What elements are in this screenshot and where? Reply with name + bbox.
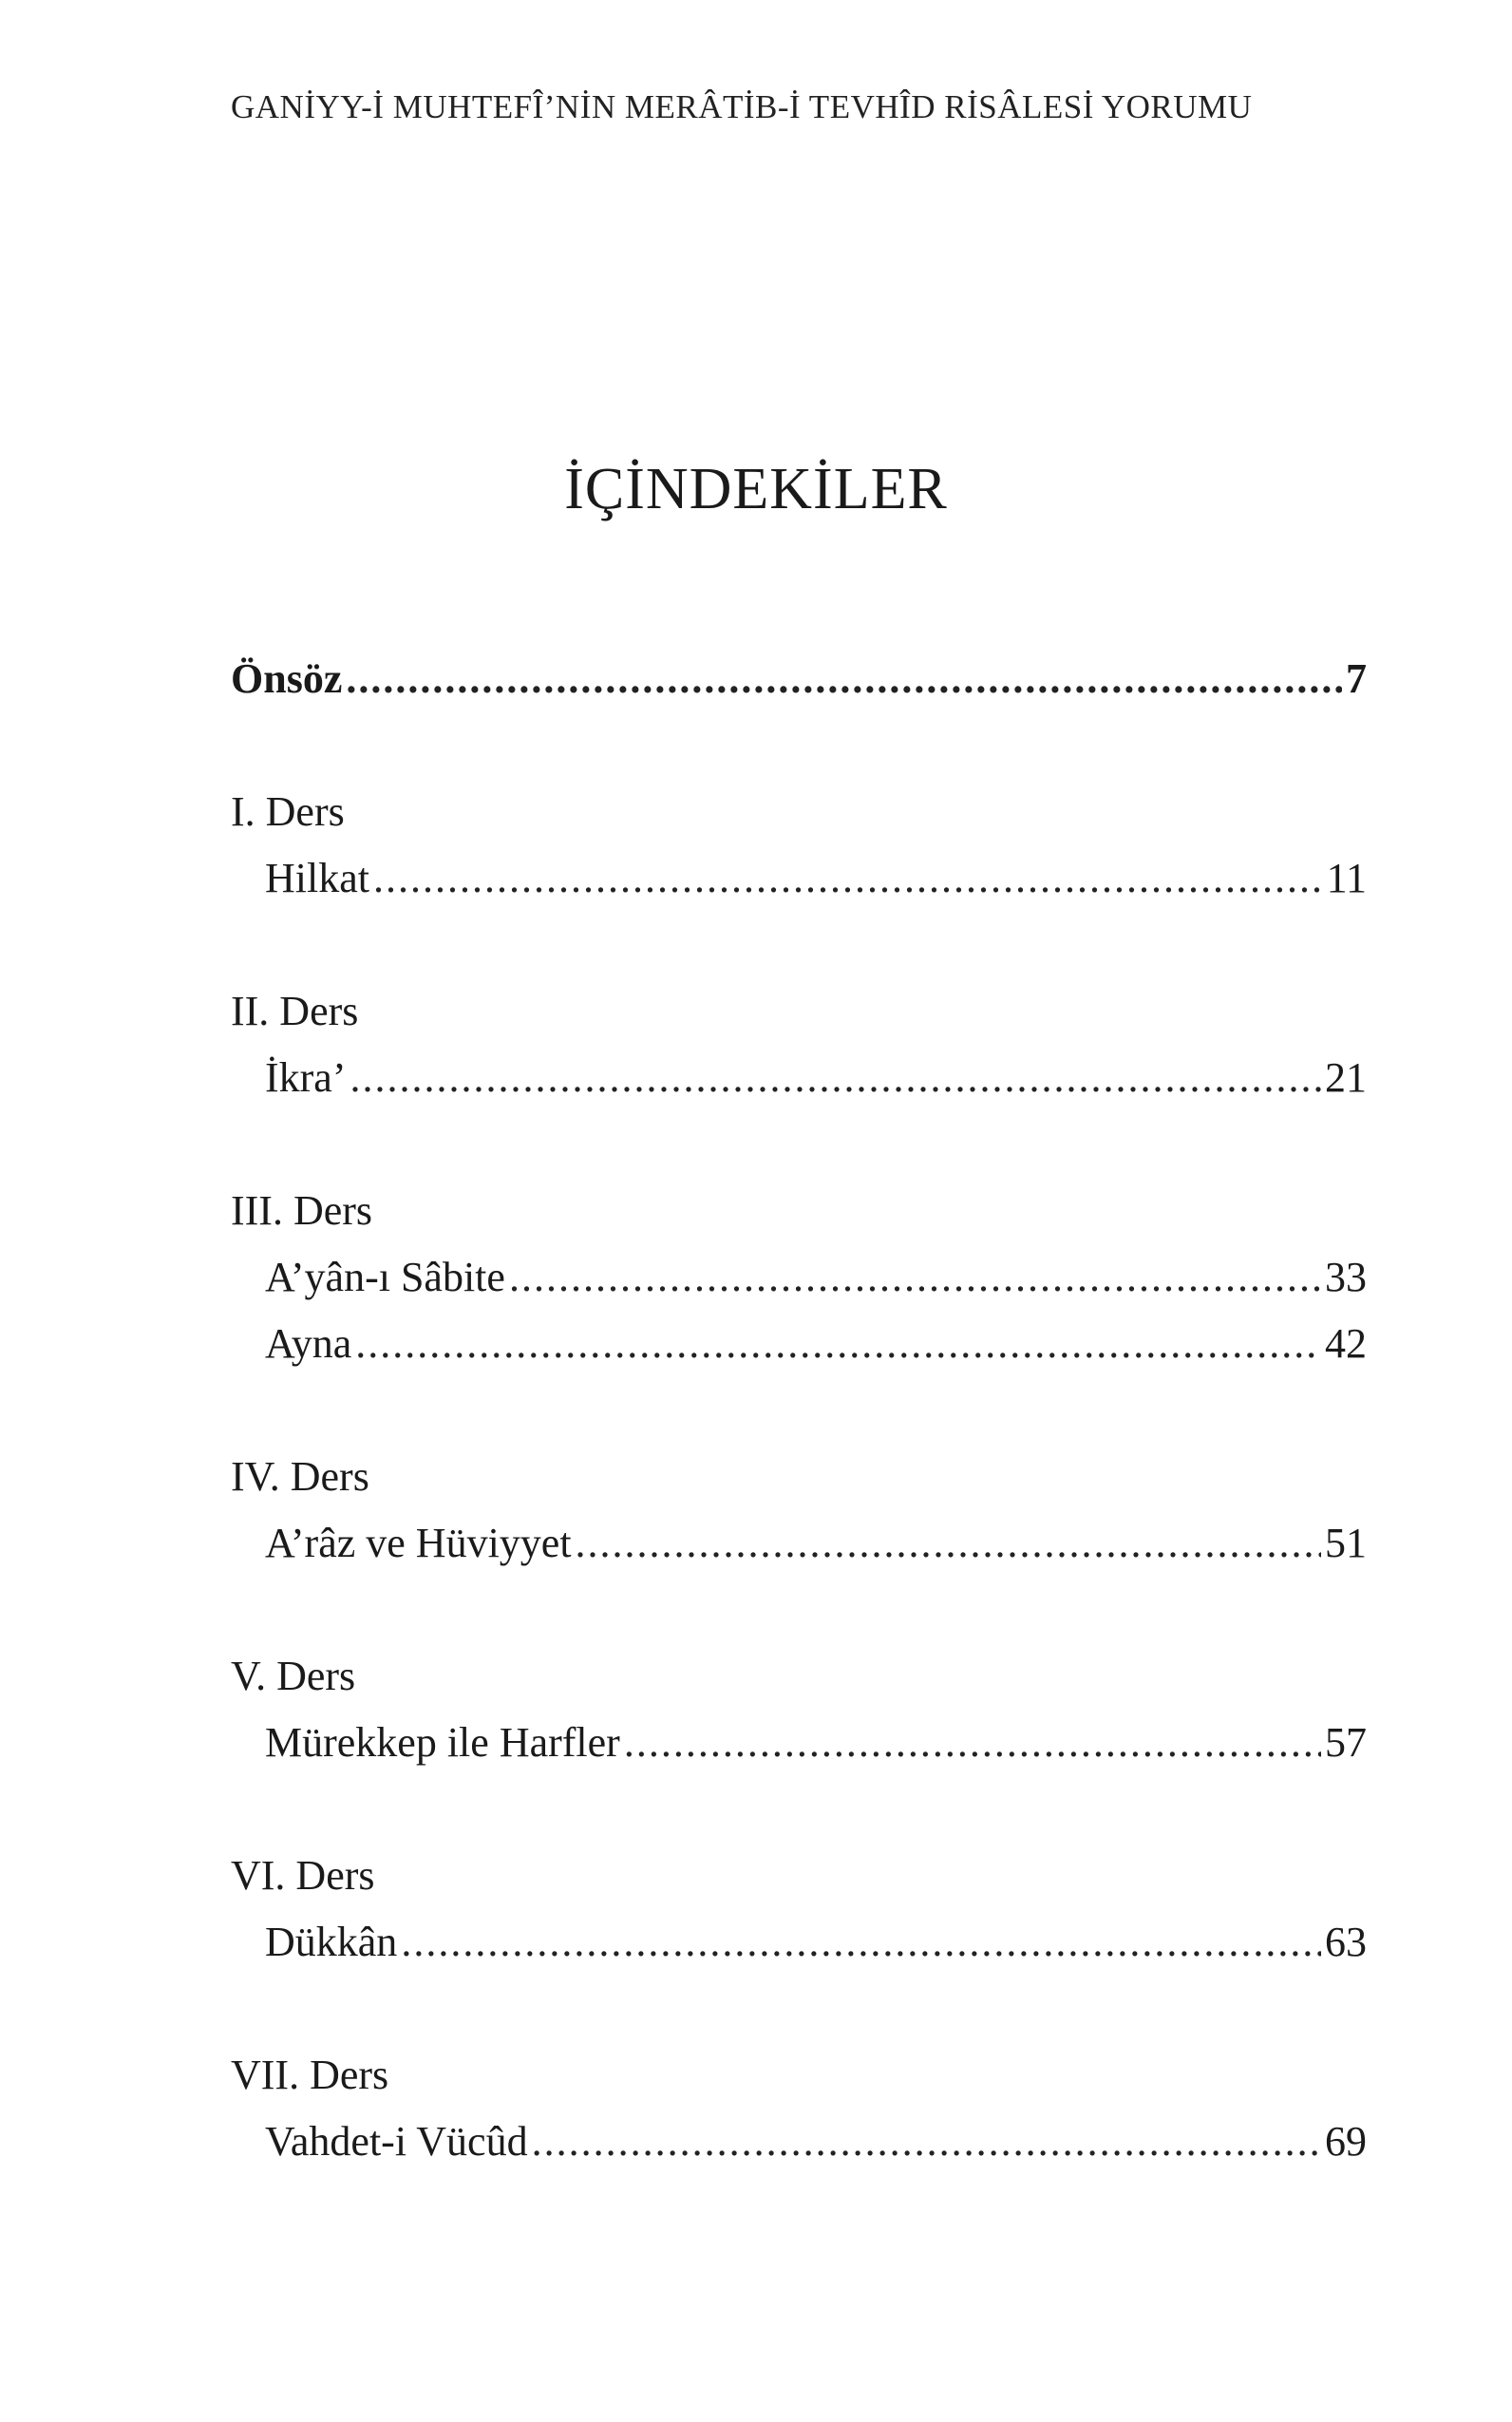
toc-entry-page: 21 <box>1325 1054 1367 1101</box>
toc-entry[interactable] <box>265 850 1367 907</box>
lesson-heading: VI. Ders <box>231 1852 375 1899</box>
toc-entry-label: Hilkat <box>265 855 369 901</box>
lesson-heading: II. Ders <box>231 988 359 1034</box>
toc-entry[interactable] <box>265 1914 1367 1971</box>
toc-entry-label: A’râz ve Hüviyyet <box>265 1520 572 1566</box>
toc-entry-page: 57 <box>1325 1719 1367 1766</box>
toc-entry[interactable] <box>265 1515 1367 1572</box>
toc-entry[interactable] <box>265 2113 1367 2170</box>
toc-entry[interactable] <box>265 1714 1367 1771</box>
running-header: GANİYY-İ MUHTEFÎ’NİN MERÂTİB-İ TEVHÎD RİSÂLESİ YORUMU <box>231 88 1253 125</box>
lesson-heading: III. Ders <box>231 1187 373 1234</box>
lesson-heading: IV. Ders <box>231 1453 369 1500</box>
lesson-heading: VII. Ders <box>231 2052 389 2098</box>
page-title: İÇİNDEKİLER <box>564 457 948 521</box>
toc-entry-label: Ayna <box>265 1320 352 1367</box>
dot-leader <box>346 651 1342 708</box>
toc-entry-page: 11 <box>1326 855 1367 901</box>
toc-entry-page: 51 <box>1325 1520 1367 1566</box>
dot-leader <box>373 850 1323 907</box>
toc-entry-label: Dükkân <box>265 1919 398 1965</box>
dot-leader <box>401 1914 1321 1971</box>
toc-entry[interactable] <box>265 1249 1367 1306</box>
toc-entry-label: İkra’ <box>265 1054 347 1101</box>
toc-entry-label: Vahdet-i Vücûd <box>265 2118 528 2165</box>
toc-entry-page: 69 <box>1325 2118 1367 2165</box>
dot-leader <box>624 1714 1321 1771</box>
toc-entry[interactable] <box>265 1315 1367 1372</box>
toc-entry-preface[interactable] <box>231 651 1367 708</box>
toc-entry-page: 42 <box>1325 1320 1367 1367</box>
dot-leader <box>350 1050 1322 1107</box>
lesson-heading: I. Ders <box>231 788 345 835</box>
toc-entry-label: A’yân-ı Sâbite <box>265 1254 505 1300</box>
toc-entry-page: 7 <box>1346 655 1367 702</box>
toc-entry-page: 63 <box>1325 1919 1367 1965</box>
toc-entry-label: Mürekkep ile Harfler <box>265 1719 620 1766</box>
lesson-heading: V. Ders <box>231 1653 356 1699</box>
dot-leader <box>509 1249 1321 1306</box>
toc-entry-label: Önsöz <box>231 655 343 702</box>
dot-leader <box>532 2113 1321 2170</box>
dot-leader <box>576 1515 1321 1572</box>
toc-entry[interactable] <box>265 1050 1367 1107</box>
dot-leader <box>355 1315 1321 1372</box>
toc-entry-page: 33 <box>1325 1254 1367 1300</box>
